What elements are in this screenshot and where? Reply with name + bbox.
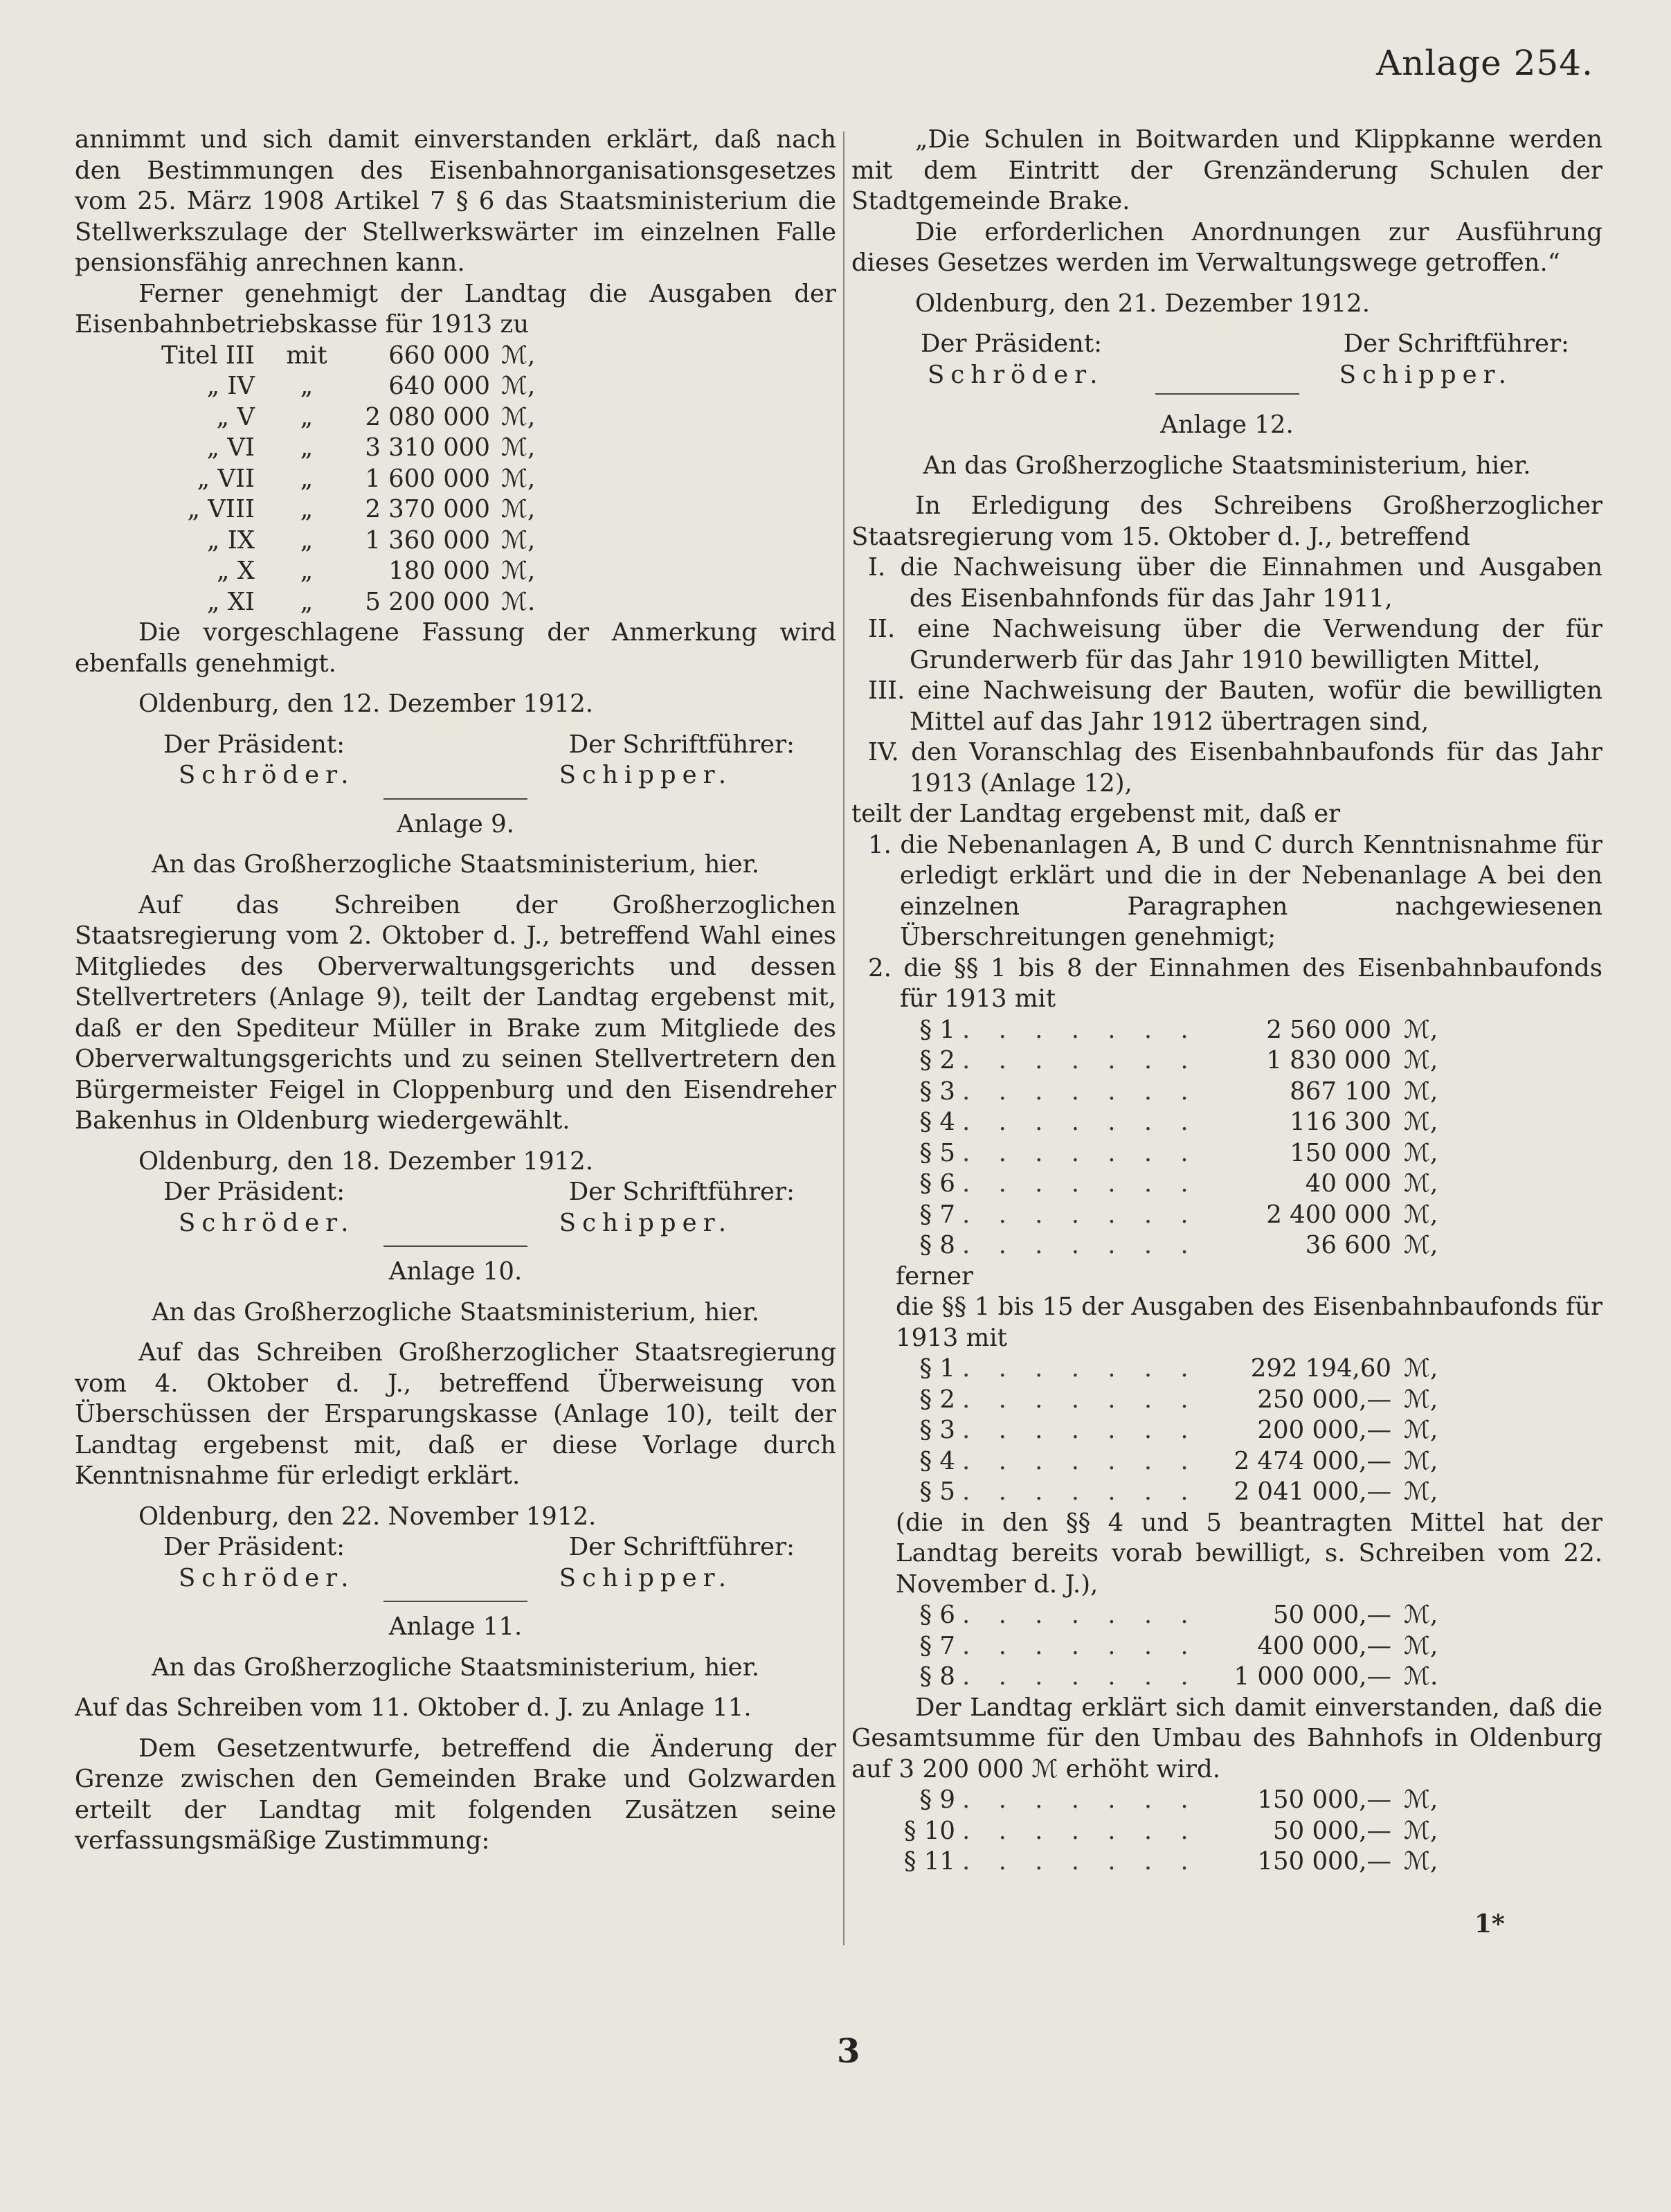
leader-dots: . . . . . . . xyxy=(962,1046,1199,1074)
paragraph-number: § 6 xyxy=(919,1601,955,1629)
titel-amount: 2 080 000 xyxy=(365,402,490,431)
president-name: Schröder. xyxy=(179,761,355,789)
list-item: I. die Nachweisung über die Einnahmen und Ausgaben des Eisenbahnfonds für das Jahr 1911, xyxy=(868,553,1602,613)
note-paragraph: (die in den §§ 4 und 5 beantragten Mittel hat der Landtag bereits vorab bewilligt, s. Schreiben vom 22. November d. J.), xyxy=(896,1508,1602,1599)
paragraph: ferner xyxy=(896,1261,973,1291)
date-line: Oldenburg, den 21. Dezember 1912. xyxy=(915,289,1370,318)
unit: ℳ, xyxy=(1404,1816,1438,1845)
paragraph-number: § 3 xyxy=(919,1077,955,1106)
table-row xyxy=(851,1169,1602,1200)
titel-connector: „ xyxy=(300,525,314,555)
secretary-name: Schipper. xyxy=(559,761,732,789)
ausgaben-table xyxy=(851,1354,1602,1508)
titel-label: „ X xyxy=(217,557,255,585)
titel-connector: „ xyxy=(300,372,314,400)
leader-dots: . . . . . . . xyxy=(962,1847,1199,1876)
unit: ℳ, xyxy=(1404,1077,1438,1106)
amount: 50 000,— xyxy=(1273,1816,1391,1845)
left-column xyxy=(75,125,836,1857)
signature-block xyxy=(75,1532,836,1594)
leader-dots: . . . . . . . xyxy=(962,1231,1199,1259)
amount: 150 000 xyxy=(1290,1138,1391,1167)
leader-dots: . . . . . . . xyxy=(962,1662,1199,1691)
paragraph: Die vorgeschlagene Fassung der Anmerkung wird ebenfalls genehmigt. xyxy=(75,618,836,678)
titel-unit: ℳ, xyxy=(501,341,536,370)
paragraph-number: § 9 xyxy=(919,1786,955,1814)
amount: 40 000 xyxy=(1305,1169,1391,1198)
paragraph: Auf das Schreiben der Großherzoglichen Staatsregierung vom 2. Oktober d. J., betreffend Wahl eines Mitgliedes des Oberverwaltungsgerichts und dessen Stellvertreters (Anlage 9), teilt der Landtag ergebenst mit, daß er den Spediteur Müller in Brake zum Mitgliede des Oberverwaltungsgerichts und zu seinen Stellvertretern den Bürgermeister Feigel in Cloppenburg und den Eisendreher Bakenhus in Oldenburg wiedergewählt. xyxy=(75,890,836,1135)
titel-connector: mit xyxy=(286,341,327,370)
titel-connector: „ xyxy=(300,464,314,493)
amount: 867 100 xyxy=(1290,1077,1391,1106)
amount: 2 400 000 xyxy=(1266,1200,1391,1229)
leader-dots: . . . . . . . xyxy=(962,1477,1199,1506)
table-row xyxy=(75,587,836,618)
unit: ℳ, xyxy=(1404,1446,1438,1475)
list-item: II. eine Nachweisung über die Verwendung der für Grunderwerb für das Jahr 1910 bewilligten Mittel, xyxy=(868,615,1602,674)
einnahmen-table xyxy=(851,1015,1602,1261)
list-item: IV. den Voranschlag des Eisenbahnbaufonds für das Jahr 1913 (Anlage 12), xyxy=(868,738,1602,798)
amount: 2 474 000,— xyxy=(1234,1446,1391,1475)
table-row xyxy=(851,1354,1602,1385)
paragraph-number: § 5 xyxy=(919,1138,955,1167)
address-line: An das Großherzogliche Staatsministerium, hier. xyxy=(151,850,760,879)
unit: ℳ, xyxy=(1404,1354,1438,1383)
amount: 200 000,— xyxy=(1257,1416,1391,1444)
note-paragraph: Der Landtag erklärt sich damit einverstanden, daß die Gesamtsumme für den Umbau des Bahnhofs in Oldenburg auf 3 200 000 ℳ erhöht wird. xyxy=(851,1693,1602,1783)
date-line: Oldenburg, den 18. Dezember 1912. xyxy=(138,1147,593,1176)
unit: ℳ, xyxy=(1404,1231,1438,1259)
table-row xyxy=(851,1600,1602,1631)
ausgaben-table xyxy=(851,1600,1602,1693)
section-title: Anlage 11. xyxy=(388,1612,523,1641)
table-row xyxy=(851,1662,1602,1693)
table-row xyxy=(851,1138,1602,1169)
titel-unit: ℳ, xyxy=(501,495,536,523)
secretary-label: Der Schriftführer: xyxy=(568,730,795,759)
titel-amount: 640 000 xyxy=(388,372,490,400)
page-number: 3 xyxy=(837,2032,860,2071)
secretary-label: Der Schriftführer: xyxy=(1343,330,1569,358)
unit: ℳ, xyxy=(1404,1046,1438,1074)
amount: 1 000 000,— xyxy=(1234,1662,1391,1691)
table-row xyxy=(851,1015,1602,1046)
unit: ℳ, xyxy=(1404,1169,1438,1198)
table-row xyxy=(75,402,836,433)
secretary-label: Der Schriftführer: xyxy=(568,1178,795,1206)
leader-dots: . . . . . . . xyxy=(962,1108,1199,1136)
table-row xyxy=(851,1230,1602,1261)
amount: 400 000,— xyxy=(1257,1631,1391,1660)
table-row xyxy=(851,1446,1602,1477)
paragraph-number: § 1 xyxy=(919,1015,955,1044)
titel-label: „ VII xyxy=(197,464,255,493)
paragraph-number: § 1 xyxy=(919,1354,955,1383)
address-line: An das Großherzogliche Staatsministerium, hier. xyxy=(923,451,1531,480)
unit: ℳ, xyxy=(1404,1108,1438,1136)
unit: ℳ, xyxy=(1404,1601,1438,1629)
list-item: 2. die §§ 1 bis 8 der Einnahmen des Eisenbahnbaufonds für 1913 mit xyxy=(868,953,1602,1013)
unit: ℳ, xyxy=(1404,1416,1438,1444)
secretary-name: Schipper. xyxy=(1339,360,1512,389)
separator-rule xyxy=(1155,393,1299,395)
ausgaben-table xyxy=(851,1785,1602,1878)
table-row xyxy=(851,1816,1602,1847)
leader-dots: . . . . . . . xyxy=(962,1169,1199,1198)
paragraph: Auf das Schreiben vom 11. Oktober d. J. zu Anlage 11. xyxy=(75,1693,752,1722)
roman-list xyxy=(851,552,1602,799)
amount: 2 560 000 xyxy=(1266,1015,1391,1044)
titel-label: „ IX xyxy=(207,525,255,555)
president-name: Schröder. xyxy=(179,1563,355,1592)
table-row xyxy=(75,494,836,525)
titel-amount: 3 310 000 xyxy=(365,433,490,462)
paragraph-number: § 3 xyxy=(919,1416,955,1444)
quote-paragraph: Die erforderlichen Anordnungen zur Ausführung dieses Gesetzes werden im Verwaltungswege getroffen.“ xyxy=(851,217,1602,277)
address-line: An das Großherzogliche Staatsministerium, hier. xyxy=(151,1653,760,1682)
paragraph: die §§ 1 bis 15 der Ausgaben des Eisenbahnbaufonds für 1913 mit xyxy=(896,1293,1602,1352)
titel-unit: ℳ, xyxy=(501,557,536,585)
amount: 50 000,— xyxy=(1273,1601,1391,1629)
paragraph-number: § 2 xyxy=(919,1046,955,1074)
secretary-name: Schipper. xyxy=(559,1563,732,1592)
table-row xyxy=(851,1785,1602,1816)
secretary-name: Schipper. xyxy=(559,1208,732,1237)
signature-block xyxy=(851,329,1602,390)
unit: ℳ, xyxy=(1404,1631,1438,1660)
table-row xyxy=(75,433,836,464)
paragraph-number: § 11 xyxy=(903,1847,955,1876)
table-row xyxy=(851,1045,1602,1077)
paragraph-number: § 8 xyxy=(919,1662,955,1691)
page-header: Anlage 254. xyxy=(1376,43,1593,83)
titel-amount: 660 000 xyxy=(388,341,490,370)
unit: ℳ. xyxy=(1404,1662,1438,1691)
titel-connector: „ xyxy=(300,402,314,431)
leader-dots: . . . . . . . xyxy=(962,1601,1199,1629)
unit: ℳ, xyxy=(1404,1200,1438,1229)
table-row xyxy=(75,464,836,495)
paragraph: teilt der Landtag ergebenst mit, daß er xyxy=(851,800,1341,828)
section-title: Anlage 10. xyxy=(388,1257,523,1286)
titel-label: „ XI xyxy=(207,587,255,616)
titel-label: Titel III xyxy=(161,341,255,370)
paragraph: Ferner genehmigt der Landtag die Ausgaben der Eisenbahnbetriebskasse für 1913 zu xyxy=(75,279,836,339)
titel-connector: „ xyxy=(300,433,314,462)
section-title: Anlage 12. xyxy=(1160,411,1294,439)
titel-amount: 180 000 xyxy=(388,557,490,585)
unit: ℳ, xyxy=(1404,1477,1438,1506)
paragraph: Dem Gesetzentwurfe, betreffend die Änderung der Grenze zwischen den Gemeinden Brake und Golzwarden erteilt der Landtag mit folgenden Zusätzen seine verfassungsmäßige Zustimmung: xyxy=(75,1734,836,1855)
quote-paragraph: „Die Schulen in Boitwarden und Klippkanne werden mit dem Eintritt der Grenzänderung Schulen der Stadtgemeinde Brake. xyxy=(851,125,1602,215)
leader-dots: . . . . . . . xyxy=(962,1015,1199,1044)
leader-dots: . . . . . . . xyxy=(962,1354,1199,1383)
right-column xyxy=(851,125,1602,1878)
amount: 292 194,60 xyxy=(1250,1354,1391,1383)
president-name: Schröder. xyxy=(928,360,1104,389)
titel-unit: ℳ, xyxy=(501,402,536,431)
table-row xyxy=(851,1077,1602,1108)
amount: 150 000,— xyxy=(1257,1786,1391,1814)
list-item: III. eine Nachweisung der Bauten, wofür die bewilligten Mittel auf das Jahr 1912 übertragen sind, xyxy=(868,676,1602,736)
table-row xyxy=(851,1846,1602,1878)
table-row xyxy=(75,525,836,557)
table-row xyxy=(851,1415,1602,1446)
leader-dots: . . . . . . . xyxy=(962,1138,1199,1167)
titel-unit: ℳ. xyxy=(501,587,536,616)
amount: 1 830 000 xyxy=(1266,1046,1391,1074)
leader-dots: . . . . . . . xyxy=(962,1786,1199,1814)
table-row xyxy=(851,1631,1602,1662)
paragraph: Auf das Schreiben Großherzoglicher Staatsregierung vom 4. Oktober d. J., betreffend Überweisung von Überschüssen der Ersparungskasse (Anlage 10), teilt der Landtag ergebenst mit, daß er diese Vorlage durch Kenntnisnahme für erledigt erklärt. xyxy=(75,1338,836,1490)
table-row xyxy=(851,1477,1602,1508)
footnote-mark: 1* xyxy=(1474,1909,1505,1939)
titel-unit: ℳ, xyxy=(501,525,536,555)
titel-label: „ VI xyxy=(206,433,255,462)
titel-table xyxy=(75,341,836,618)
table-row xyxy=(851,1200,1602,1231)
paragraph-number: § 7 xyxy=(919,1200,955,1229)
titel-label: „ VIII xyxy=(187,495,255,523)
table-row xyxy=(75,556,836,587)
amount: 150 000,— xyxy=(1257,1847,1391,1876)
paragraph-number: § 7 xyxy=(919,1631,955,1660)
titel-label: „ IV xyxy=(206,372,255,400)
amount: 116 300 xyxy=(1290,1108,1391,1136)
paragraph-number: § 5 xyxy=(919,1477,955,1506)
president-label: Der Präsident: xyxy=(163,1533,345,1561)
table-row xyxy=(75,341,836,372)
column-divider xyxy=(843,132,844,1945)
unit: ℳ, xyxy=(1404,1015,1438,1044)
titel-unit: ℳ, xyxy=(501,372,536,400)
leader-dots: . . . . . . . xyxy=(962,1631,1199,1660)
titel-connector: „ xyxy=(300,495,314,523)
list-item: 1. die Nebenanlagen A, B und C durch Kenntnisnahme für erledigt erklärt und die in der Nebenanlage A bei den einzelnen Paragraphen nachgewiesenen Überschreitungen genehmigt; xyxy=(868,830,1602,951)
paragraph-number: § 2 xyxy=(919,1385,955,1414)
address-line: An das Großherzogliche Staatsministerium, hier. xyxy=(151,1297,760,1327)
amount: 36 600 xyxy=(1305,1231,1391,1259)
paragraph: In Erledigung des Schreibens Großherzoglicher Staatsregierung vom 15. Oktober d. J., betreffend xyxy=(851,492,1602,551)
table-row xyxy=(75,371,836,402)
leader-dots: . . . . . . . xyxy=(962,1385,1199,1414)
unit: ℳ, xyxy=(1404,1138,1438,1167)
paragraph-number: § 10 xyxy=(903,1816,955,1845)
titel-unit: ℳ, xyxy=(501,464,536,493)
president-name: Schröder. xyxy=(179,1208,355,1237)
titel-unit: ℳ, xyxy=(501,433,536,462)
separator-rule xyxy=(383,798,527,800)
date-line: Oldenburg, den 12. Dezember 1912. xyxy=(138,690,593,718)
separator-rule xyxy=(383,1246,527,1247)
leader-dots: . . . . . . . xyxy=(962,1077,1199,1106)
leader-dots: . . . . . . . xyxy=(962,1200,1199,1229)
paragraph-number: § 4 xyxy=(919,1446,955,1475)
president-label: Der Präsident: xyxy=(163,730,345,759)
secretary-label: Der Schriftführer: xyxy=(568,1533,795,1561)
president-label: Der Präsident: xyxy=(163,1178,345,1206)
table-row xyxy=(851,1385,1602,1416)
table-row xyxy=(851,1107,1602,1138)
signature-block xyxy=(75,730,836,791)
amount: 2 041 000,— xyxy=(1234,1477,1391,1506)
leader-dots: . . . . . . . xyxy=(962,1816,1199,1845)
titel-amount: 5 200 000 xyxy=(365,587,490,616)
paragraph-number: § 8 xyxy=(919,1231,955,1259)
date-line: Oldenburg, den 22. November 1912. xyxy=(138,1502,597,1531)
titel-connector: „ xyxy=(300,557,314,585)
president-label: Der Präsident: xyxy=(921,330,1103,358)
titel-amount: 2 370 000 xyxy=(365,495,490,523)
unit: ℳ, xyxy=(1404,1786,1438,1814)
unit: ℳ, xyxy=(1404,1385,1438,1414)
paragraph-number: § 6 xyxy=(919,1169,955,1198)
unit: ℳ, xyxy=(1404,1847,1438,1876)
titel-label: „ V xyxy=(216,402,255,431)
separator-rule xyxy=(383,1601,527,1602)
paragraph-number: § 4 xyxy=(919,1108,955,1136)
amount: 250 000,— xyxy=(1257,1385,1391,1414)
leader-dots: . . . . . . . xyxy=(962,1416,1199,1444)
signature-block xyxy=(75,1177,836,1239)
titel-amount: 1 360 000 xyxy=(365,525,490,555)
titel-connector: „ xyxy=(300,587,314,616)
paragraph: annimmt und sich damit einverstanden erklärt, daß nach den Bestimmungen des Eisenbahnorganisationsgesetzes vom 25. März 1908 Artikel 7 § 6 das Staatsministerium die Stellwerkszulage der Stellwerkswärter im einzelnen Falle pensionsfähig anrechnen kann. xyxy=(75,125,836,277)
titel-amount: 1 600 000 xyxy=(365,464,490,493)
leader-dots: . . . . . . . xyxy=(962,1446,1199,1475)
section-title: Anlage 9. xyxy=(397,809,514,838)
